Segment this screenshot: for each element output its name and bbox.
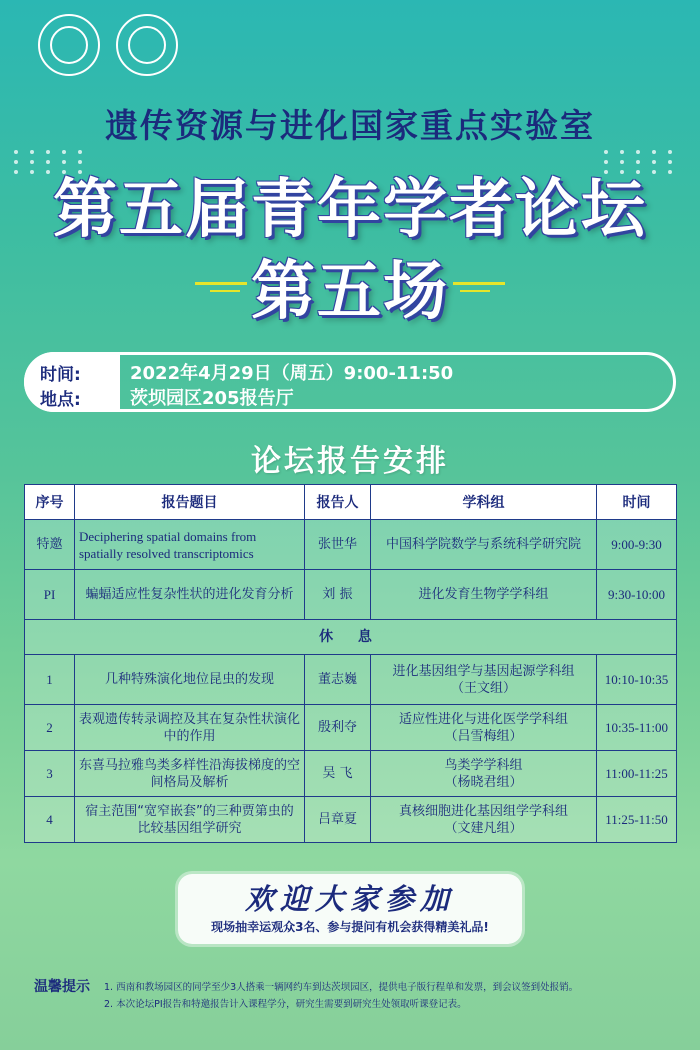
row-speaker: 董志巍	[305, 655, 371, 705]
break-row	[25, 620, 677, 655]
lab-logo	[116, 14, 178, 76]
row-no: PI	[25, 570, 75, 620]
table-row	[25, 797, 677, 843]
row-topic: 蝙蝠适应性复杂性状的进化发育分析	[75, 570, 305, 620]
column-header-topic: 报告题目	[75, 485, 305, 520]
column-header-no: 序号	[25, 485, 75, 520]
forum-title: 第五届青年学者论坛	[53, 173, 647, 247]
row-no: 3	[25, 751, 75, 797]
row-time: 10:10-10:35	[597, 655, 677, 705]
institute-logo	[38, 14, 100, 76]
row-group: 中国科学院数学与系统科学研究院	[371, 520, 597, 570]
schedule-table	[24, 484, 677, 843]
lab-title: 遗传资源与进化国家重点实验室	[105, 106, 595, 145]
place-label: 地点:	[40, 390, 81, 410]
table-row	[25, 570, 677, 620]
table-row	[25, 655, 677, 705]
row-speaker: 刘 振	[305, 570, 371, 620]
row-group-cell	[371, 751, 597, 797]
column-header-speaker: 报告人	[305, 485, 371, 520]
decorative-line-right-2	[460, 290, 490, 292]
row-no: 4	[25, 797, 75, 843]
row-group: 适应性进化与进化医学学科组	[398, 711, 568, 727]
row-subgroup: （王文组）	[450, 680, 516, 696]
row-topic: 宿主范围“宽窄嵌套”的三种贾第虫的比较基因组学研究	[75, 797, 305, 843]
row-time: 11:25-11:50	[597, 797, 677, 843]
decorative-line-right	[453, 282, 505, 285]
welcome-subtitle: 现场抽幸运观众3名、参与提问有机会获得精美礼品!	[211, 920, 489, 934]
tips-note: 2. 本次论坛PI报告和特邀报告计入课程学分，研究生需要到研究生处领取听课登记表。	[104, 999, 467, 1010]
row-speaker: 殷利夺	[305, 705, 371, 751]
table-header-row	[25, 485, 677, 520]
schedule-title: 论坛报告安排	[251, 444, 449, 479]
row-group: 进化基因组学与基因起源学科组	[392, 663, 575, 679]
session-title: 第五场	[251, 255, 449, 329]
row-topic: 几种特殊演化地位昆虫的发现	[75, 655, 305, 705]
table-row	[25, 705, 677, 751]
row-group-cell	[371, 797, 597, 843]
row-group-cell	[371, 705, 597, 751]
row-speaker: 张世华	[305, 520, 371, 570]
row-group-cell	[371, 655, 597, 705]
time-label: 时间:	[40, 365, 81, 385]
table-row	[25, 520, 677, 570]
column-header-group: 学科组	[371, 485, 597, 520]
time-value: 2022年4月29日（周五）9:00-11:50	[130, 363, 454, 384]
row-group: 进化发育生物学学科组	[371, 570, 597, 620]
column-header-time: 时间	[597, 485, 677, 520]
row-topic: Deciphering spatial domains from spatially resolved transcriptomics	[75, 520, 305, 570]
row-time: 10:35-11:00	[597, 705, 677, 751]
tips-label: 温馨提示	[34, 979, 90, 995]
row-no: 特邀	[25, 520, 75, 570]
row-group: 鸟类学学科组	[444, 757, 523, 773]
place-value: 茨坝园区205报告厅	[130, 388, 294, 409]
row-speaker: 吴 飞	[305, 751, 371, 797]
tips-note: 1. 西南和教场园区的同学至少3人搭乘一辆网约车到达茨坝园区，提供电子版行程单和发票，到会议签到处报销。	[104, 982, 579, 993]
row-no: 1	[25, 655, 75, 705]
table-row	[25, 751, 677, 797]
break-label: 休 息	[25, 620, 677, 655]
row-time: 9:00-9:30	[597, 520, 677, 570]
row-topic: 表观遗传转录调控及其在复杂性状演化中的作用	[75, 705, 305, 751]
row-time: 11:00-11:25	[597, 751, 677, 797]
row-group: 真核细胞进化基因组学学科组	[398, 803, 568, 819]
row-subgroup: （杨晓君组）	[444, 774, 523, 790]
row-topic: 东喜马拉雅鸟类多样性沿海拔梯度的空间格局及解析	[75, 751, 305, 797]
row-speaker: 吕章夏	[305, 797, 371, 843]
welcome-title: 欢迎大家参加	[244, 882, 455, 916]
row-subgroup: （吕雪梅组）	[444, 728, 523, 744]
row-subgroup: （文建凡组）	[444, 820, 523, 836]
row-no: 2	[25, 705, 75, 751]
row-time: 9:30-10:00	[597, 570, 677, 620]
